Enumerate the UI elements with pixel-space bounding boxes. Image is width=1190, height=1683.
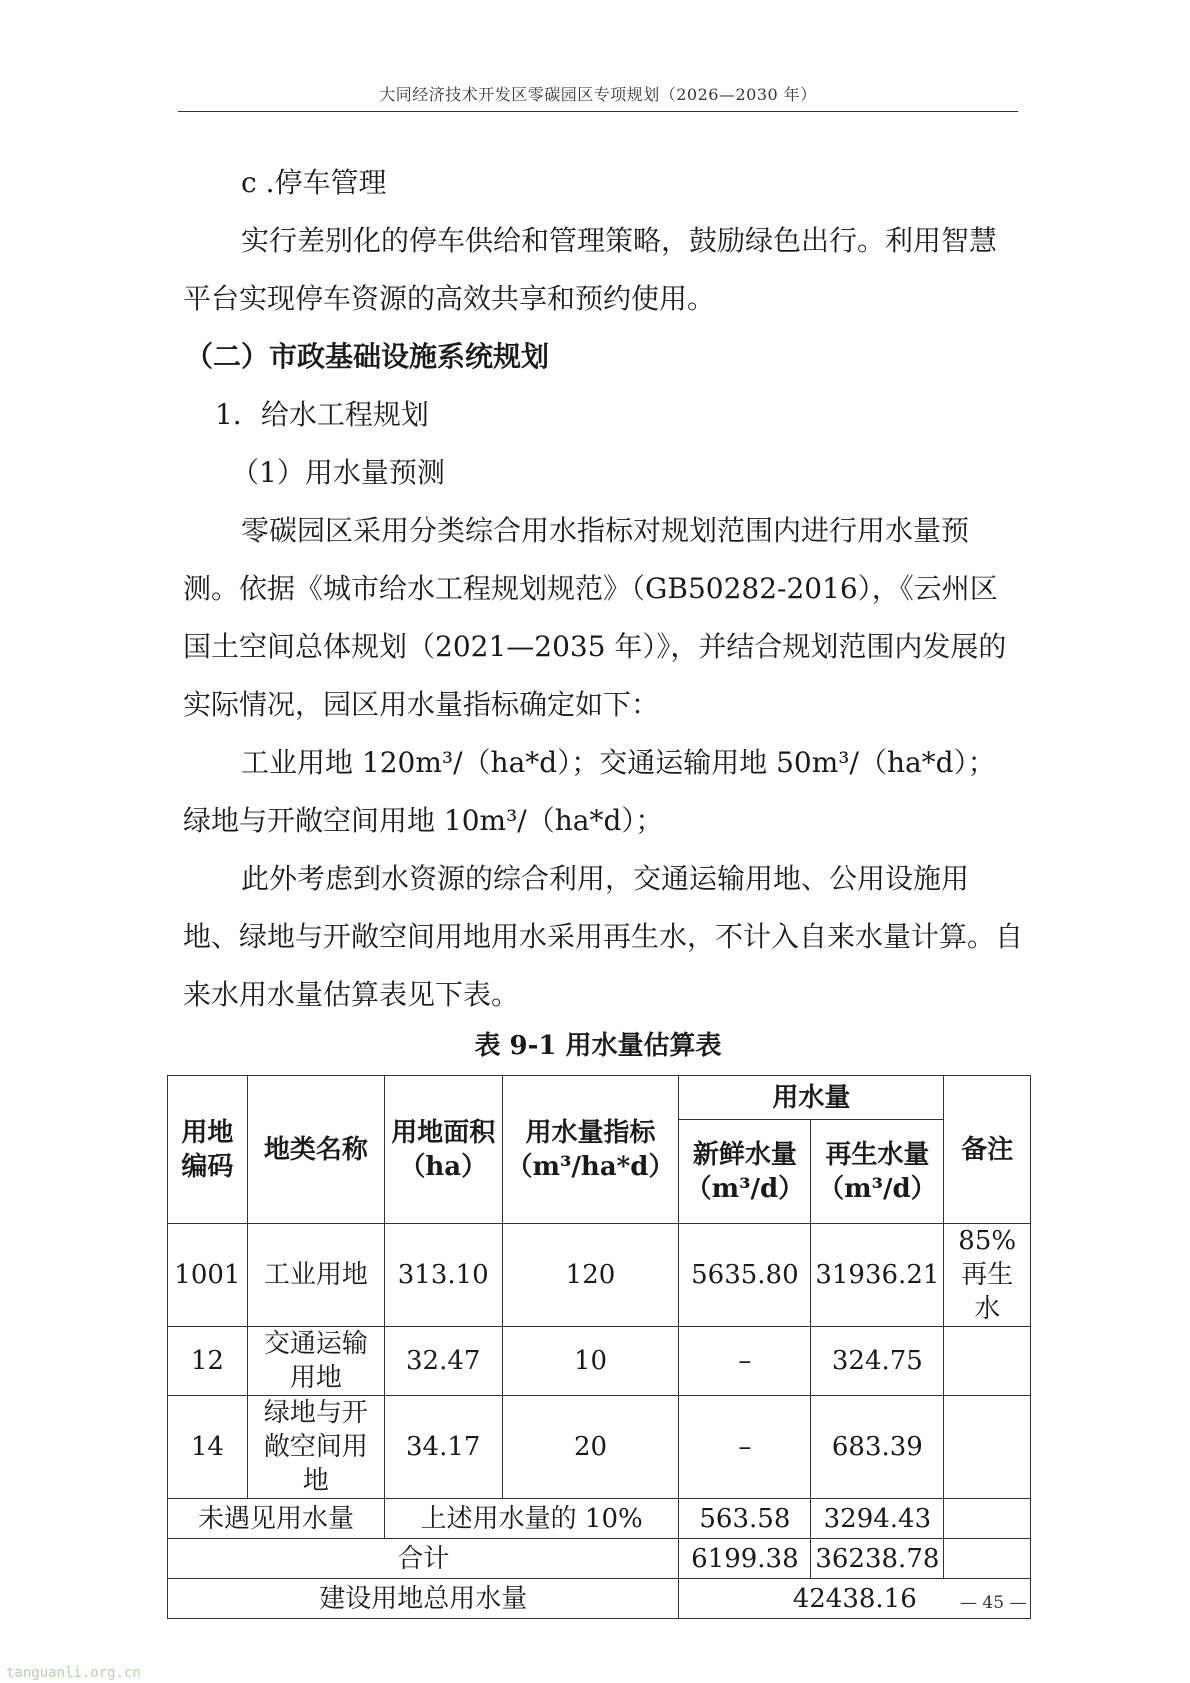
unforeseen-fresh: 563.58 [679, 1499, 811, 1539]
header-index: 用水量指标（m³/ha*d） [502, 1076, 679, 1224]
page-number: — 45 — [960, 1593, 1027, 1613]
total-row [168, 1579, 1031, 1619]
body-text [183, 154, 1023, 1024]
header-area: 用地面积（ha） [384, 1076, 502, 1224]
cell-recycled: 31936.21 [811, 1224, 944, 1327]
cell-area: 32.47 [384, 1327, 502, 1396]
cell-name: 绿地与开敞空间用地 [247, 1396, 384, 1499]
unforeseen-label: 未遇见用水量 [168, 1499, 385, 1539]
cell-recycled: 324.75 [811, 1327, 944, 1396]
cell-recycled: 683.39 [811, 1396, 944, 1499]
table-row [168, 1396, 1031, 1499]
heading-parking: c .停车管理 [241, 166, 387, 199]
unforeseen-basis: 上述用水量的 10% [384, 1499, 678, 1539]
cell-code: 12 [168, 1327, 248, 1396]
cell-name: 工业用地 [247, 1224, 384, 1327]
unforeseen-recycled: 3294.43 [811, 1499, 944, 1539]
paragraph-indicators: 工业用地 120m³/（ha*d）；交通运输用地 50m³/（ha*d）；绿地与开敞空间用地 10m³/（ha*d）； [183, 746, 996, 837]
cell-area: 34.17 [384, 1396, 502, 1499]
header-note: 备注 [944, 1076, 1031, 1224]
cell-fresh: – [679, 1327, 811, 1396]
header-recycled: 再生水量（m³/d） [811, 1120, 944, 1224]
cell-note [944, 1396, 1031, 1499]
cell-area: 313.10 [384, 1224, 502, 1327]
cell-code: 14 [168, 1396, 248, 1499]
header-fresh: 新鲜水量（m³/d） [679, 1120, 811, 1224]
subsection-heading: 1．给水工程规划 [215, 398, 429, 431]
subtotal-row [168, 1539, 1031, 1579]
sub-subsection-heading: （1）用水量预测 [231, 456, 445, 489]
cell-note: 85%再生水 [944, 1224, 1031, 1327]
header-code: 用地编码 [168, 1076, 248, 1224]
table-row [168, 1327, 1031, 1396]
cell-code: 1001 [168, 1224, 248, 1327]
header-water-group: 用水量 [679, 1076, 944, 1120]
paragraph-forecast: 零碳园区采用分类综合用水指标对规划范围内进行用水量预测。依据《城市给水工程规划规范》（GB50282-2016），《云州区国土空间总体规划（2021—2035 年）》，并结合规划范围内发展的实际情况，园区用水量指标确定如下： [183, 514, 1007, 721]
paragraph-reuse: 此外考虑到水资源的综合利用，交通运输用地、公用设施用地、绿地与开敞空间用地用水采用再生水，不计入自来水量计算。自来水用水量估算表见下表。 [183, 862, 1024, 1011]
section-heading: （二）市政基础设施系统规划 [185, 340, 550, 373]
unforeseen-note [944, 1499, 1031, 1539]
cell-name: 交通运输用地 [247, 1327, 384, 1396]
subtotal-note [944, 1539, 1031, 1579]
total-label: 建设用地总用水量 [168, 1579, 679, 1619]
subtotal-fresh: 6199.38 [679, 1539, 811, 1579]
running-header: 大同经济技术开发区零碳园区专项规划（2026—2030 年） [379, 85, 817, 104]
watermark: tanguanli.org.cn [6, 1665, 141, 1681]
unforeseen-row [168, 1499, 1031, 1539]
total-value: 42438.16 [679, 1579, 1031, 1619]
cell-index: 20 [502, 1396, 679, 1499]
water-usage-table [167, 1075, 1031, 1619]
subtotal-label: 合计 [168, 1539, 679, 1579]
cell-fresh: 5635.80 [679, 1224, 811, 1327]
paragraph-parking: 实行差别化的停车供给和管理策略，鼓励绿色出行。利用智慧平台实现停车资源的高效共享和预约使用。 [183, 224, 998, 315]
header-name: 地类名称 [247, 1076, 384, 1224]
cell-index: 120 [502, 1224, 679, 1327]
table-caption: 表 9-1 用水量估算表 [474, 1031, 722, 1061]
cell-fresh: – [679, 1396, 811, 1499]
table-row [168, 1224, 1031, 1327]
cell-note [944, 1327, 1031, 1396]
subtotal-recycled: 36238.78 [811, 1539, 944, 1579]
cell-index: 10 [502, 1327, 679, 1396]
header-rule [178, 111, 1018, 112]
